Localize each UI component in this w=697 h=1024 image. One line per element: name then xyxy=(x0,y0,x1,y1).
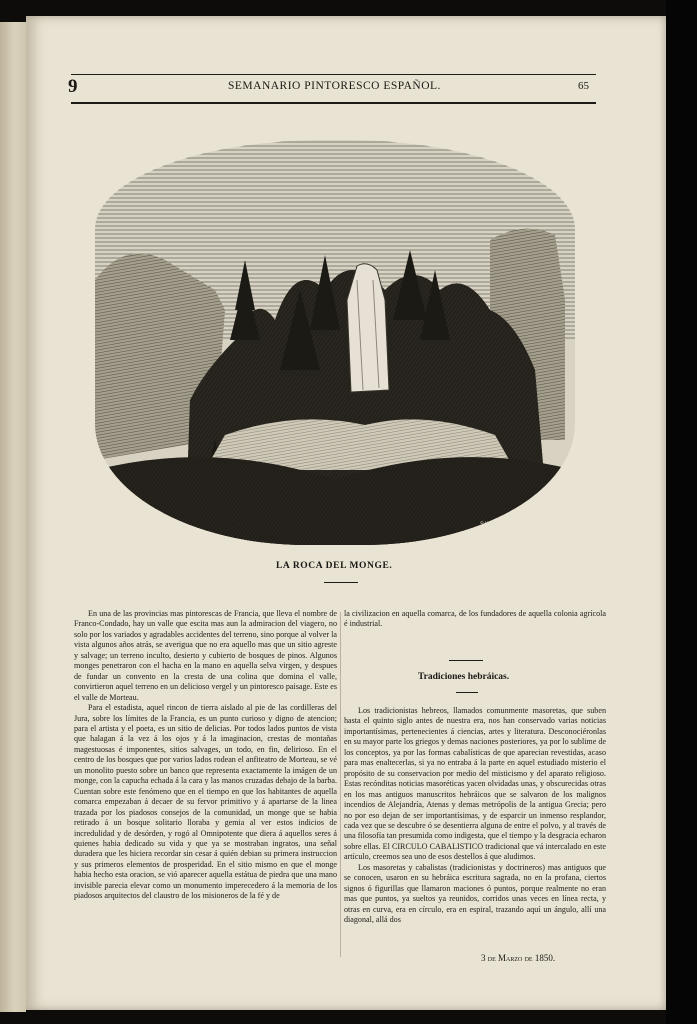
column-separator xyxy=(340,612,341,957)
header-top-rule xyxy=(71,74,596,75)
right-continuation: la civilizacion en aquella comarca, de los fundadores de aquella colonia agrícola é industrial. xyxy=(344,609,606,629)
right-paragraph-2: Los masoretas y cabalistas (tradicionistas y doctrineros) mas antiguos que se conocen, usaron en su hebráica escritura sagrada, no en la profana, ciertos signos ó figurillas que llamaron maciones ó puntos, porque realmente no eran mas que puntos, ya sueltos ya reunidos, corridos unas veces en línea recta, y otras en curva, era en círculo, era en espiral, trazando aquí un ángulo, allí una diagonal, allá dos xyxy=(344,862,606,925)
left-text-column xyxy=(74,609,337,902)
left-paragraph-2: Para el estadista, aquel rincon de tierra aislado al pie de las cordilleras del Jura, sobre los límites de la Francia, es un punto curioso y digno de atencion; para el artista y el poeta, es un sitio de delicias. Por todos lados puntos de vista que halagan á la vez á los ojos y á la imaginacion, crestas de montañas magestuosas é imponentes, sitios salvages, un todo, en fin, delirioso. En el centro de los bosques que por varios lados rodean el anfiteatro de Morteau, se vé un monolito puesto sobre un banco que representa exactamente la imágen de un monge, con la capucha echada á la cara y las manos cruzadas debajo de la barba. Cuentan sobre este fenómeno que en el tiempo en que los habitantes de aquella comarca empezaban á decaer de su fervor primitivo y á apartarse de la linea trazada por los piadosos consejos de la comunidad, un monge que se habia retirado á un bosque solitario lloraba y gemia al ver estos indicios de incredulidad y de desórden, y rogó al Omnipotente que diera á aquellos seres á quienes habia dedicado su vida y que ya se mostraban ingratos, una señal duradera que les hiciera recordar sin cesar á quién debian su primera instruccion y sus primeros elementos de prosperidad. En el sitio mismo en que el monge habia hecho esta oracion, se vió aparecer aquella estátua de piedra que una mano invisible parecia elevar como un monumento imperecedero á la memoria de los piadosos arquitectos del claustro de los misioneros de la fé y de xyxy=(74,703,337,901)
issue-number: 9 xyxy=(68,76,78,97)
section-title: Tradiciones hebráicas. xyxy=(418,672,510,682)
engraver-signature: SIERRA G° xyxy=(480,522,516,528)
engraving-illustration xyxy=(95,140,575,545)
illustration-caption: LA ROCA DEL MONGE. xyxy=(276,561,393,571)
dateline: 3 de Marzo de 1850. xyxy=(481,953,556,963)
section-top-divider xyxy=(449,660,483,661)
right-paragraph-1: Los tradicionistas hebreos, llamados comunmente masoretas, que suben hasta el quinto siglo antes de nuestra era, nos han conservado varias noticias importantísimas, pertenecientes á ciencias, artes y literatura. Desconociéronlas en su mayor parte los griegos y demas naciones posteriores, ya por lo sublime de los conceptos, ya por las formas cabalísticas de que aparecian revestidas, acaso para mas enaltecerlas, si ya no entraba á la parte en aquel estudiado misterio el propósito de su conservacion por medio del misticismo y del aparato religioso. Estas recónditas noticias masoréticas yacen olvidadas unas, y obscurecidas otras en los mas antiguos manuscritos hebráicos que se salvaron de los malignos incendios de Alejandría, Atenas y demas metrópolis de la antigua Grecia; pero no por eso dejan de ser importantísimas, y de esparcir un inmenso resplandor, cada vez que se descubre ó se desentierra alguna de entre el polvo, y al través de una filosofía tan presumida como indigesta, que el tiempo y la desgracia echaron sobre ellas. El CIRCULO CABALISTICO tradicional que vá intercalado en este artículo, creemos sea uno de esos destellos á que aludimos. xyxy=(344,706,606,862)
left-paragraph-1: En una de las provincias mas pintorescas de Francia, que lleva el nombre de Franco-Condado, hay un valle que escita mas aun la admiracion del viagero, no solo por los variados y agradables accidentes del terreno, sino porque al volver la vista algunos años atrás, se averigua que no era aquello mas que un sitio agreste y salvage; un terreno inculto, desierto y cubierto de bosques de pinos. Algunos monges penetraron con el hacha en la mano en aquella selva virgen, y despues de fundar un convento en la cresta de una colina que domina el valle, convirtieron aquel terreno en un delicioso vergel y un pintoresco paisage. Este es el valle de Morteau. xyxy=(74,609,337,702)
masthead-title: SEMANARIO PINTORESCO ESPAÑOL. xyxy=(228,80,441,92)
caption-divider xyxy=(324,582,358,583)
scan-background xyxy=(666,0,697,1024)
section-bottom-divider xyxy=(456,692,478,693)
right-text-column xyxy=(344,706,606,926)
rock-of-monk-engraving xyxy=(95,140,575,545)
header-bottom-rule xyxy=(71,102,596,104)
page-number: 65 xyxy=(578,80,589,92)
right-text-column-top xyxy=(344,609,606,630)
adjacent-page-edge xyxy=(0,22,26,1012)
